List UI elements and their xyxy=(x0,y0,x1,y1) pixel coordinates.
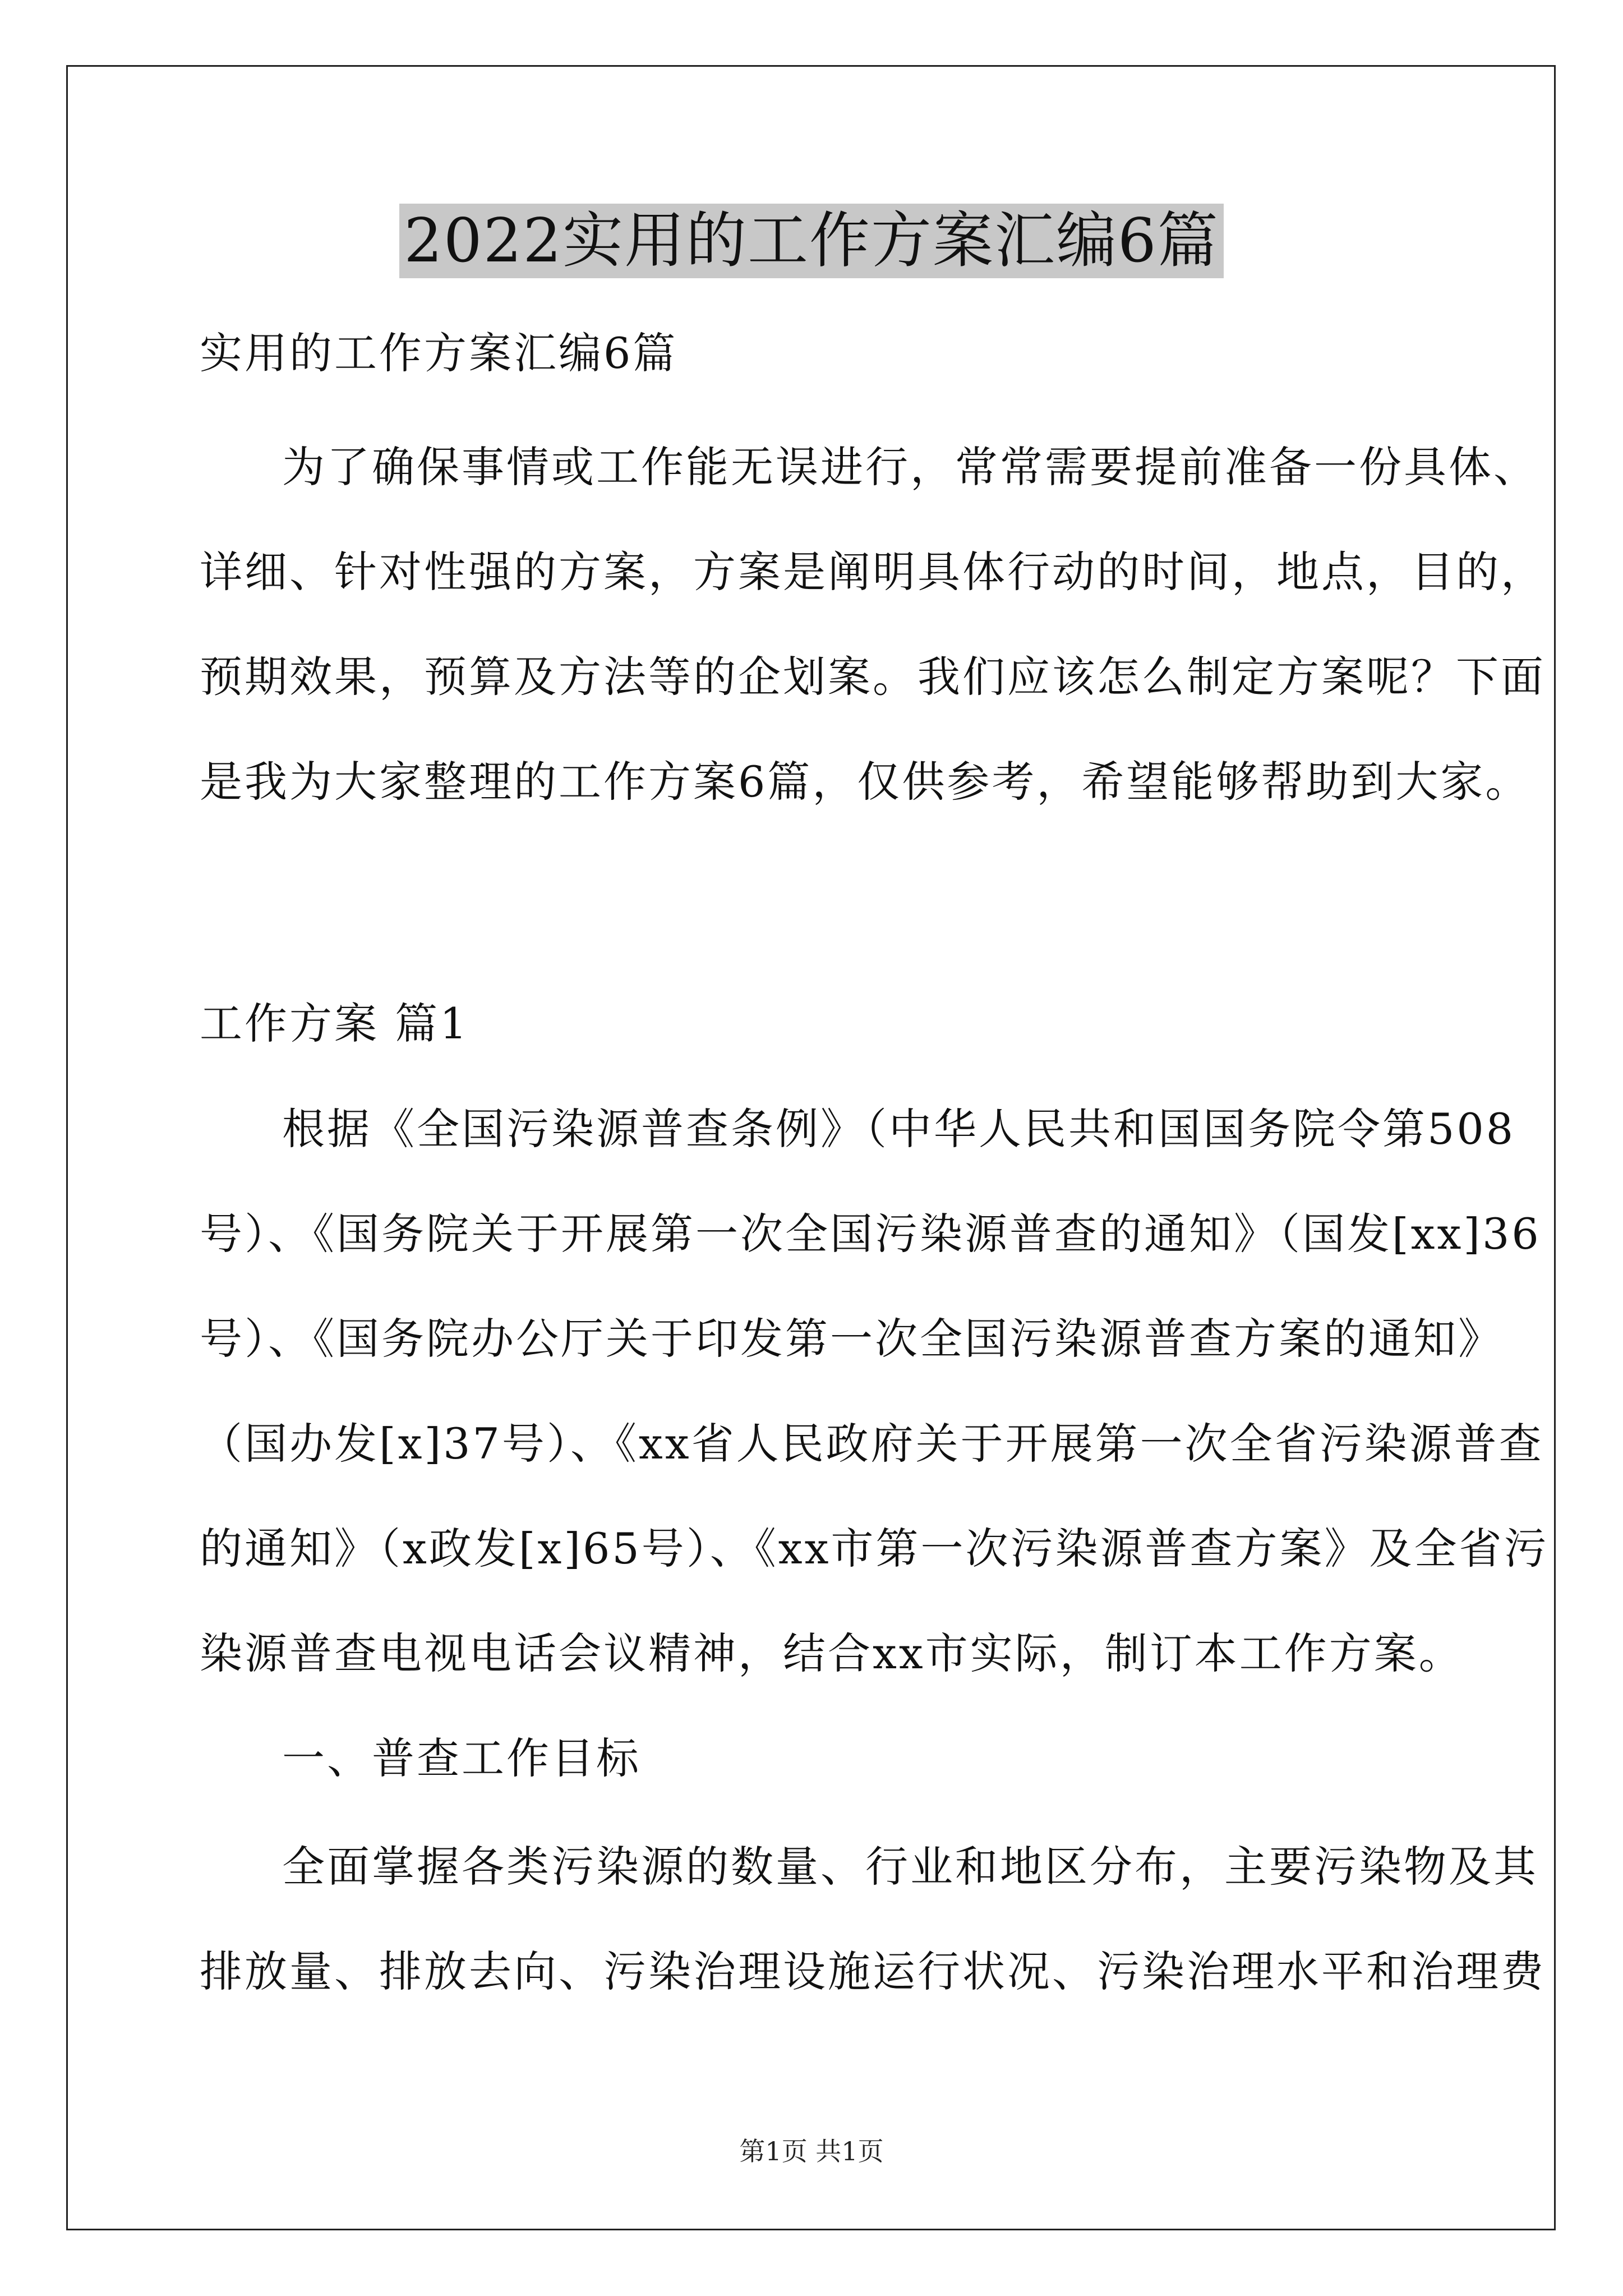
section-heading: 工作方案 篇1 xyxy=(200,999,469,1048)
intro-line-4: 是我为大家整理的工作方案6篇，仅供参考，希望能够帮助到大家。 xyxy=(200,757,1530,807)
section1-line-3: 号）、《国务院办公厅关于印发第一次全国污染源普查方案的通知》 xyxy=(200,1314,1503,1364)
section1-line-1: 根据《全国污染源普查条例》（中华人民共和国国务院令第508 xyxy=(282,1104,1516,1154)
document-title xyxy=(0,196,1623,286)
section1-line-4: （国办发[x]37号）、《xx省人民政府关于开展第一次全省污染源普查 xyxy=(200,1419,1544,1469)
intro-line-1: 为了确保事情或工作能无误进行，常常需要提前准备一份具体、 xyxy=(282,442,1538,492)
document-title-text: 2022实用的工作方案汇编6篇 xyxy=(399,204,1224,278)
intro-line-2: 详细、针对性强的方案，方案是阐明具体行动的时间，地点，目的， xyxy=(200,547,1546,597)
document-subtitle: 实用的工作方案汇编6篇 xyxy=(200,328,678,378)
section1-line-2: 号）、《国务院关于开展第一次全国污染源普查的通知》（国发[xx]36 xyxy=(200,1209,1541,1259)
section1-line-6: 染源普查电视电话会议精神，结合xx市实际，制订本工作方案。 xyxy=(200,1628,1464,1678)
page-footer: 第1页 共1页 xyxy=(739,2136,884,2166)
goal-line-2: 排放量、排放去向、污染治理设施运行状况、污染治理水平和治理费 xyxy=(200,1947,1546,1996)
intro-line-3: 预期效果，预算及方法等的企划案。我们应该怎么制定方案呢？下面 xyxy=(200,652,1546,702)
goal-heading: 一、普查工作目标 xyxy=(282,1733,641,1783)
section1-line-5: 的通知》（x政发[x]65号）、《xx市第一次污染源普查方案》及全省污 xyxy=(200,1524,1549,1573)
goal-line-1: 全面掌握各类污染源的数量、行业和地区分布，主要污染物及其 xyxy=(282,1842,1538,1892)
